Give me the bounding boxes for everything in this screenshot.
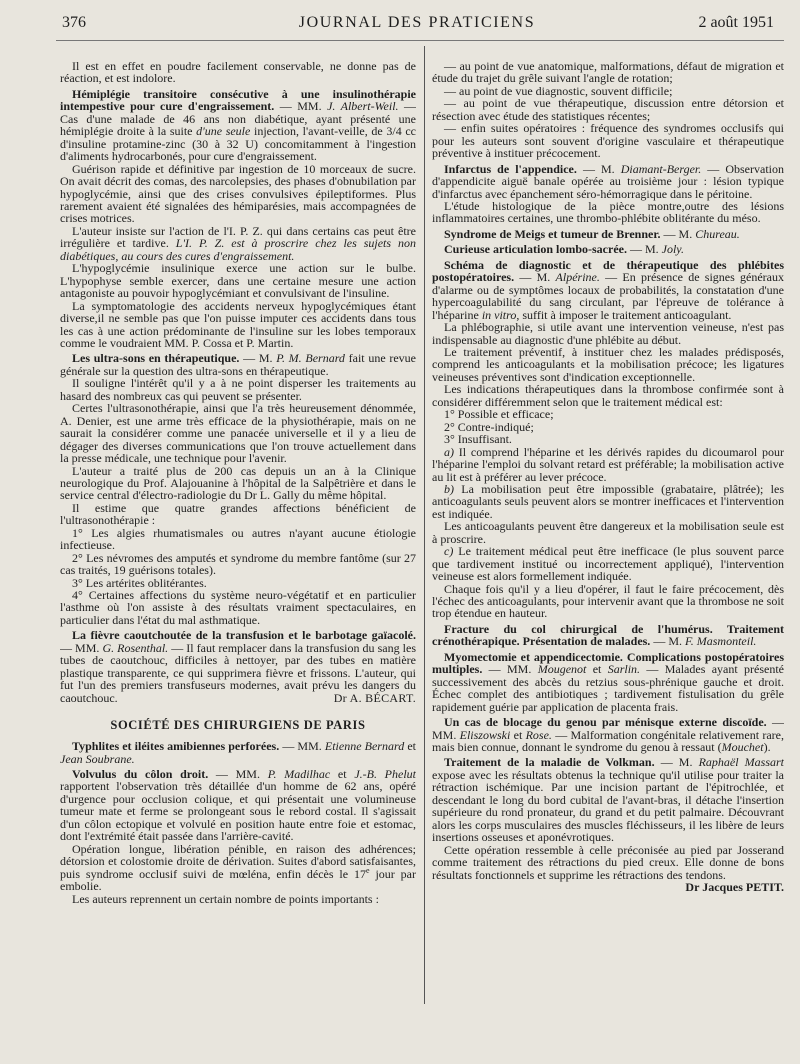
body-text: — M. bbox=[576, 161, 621, 176]
italic-text: Joly. bbox=[661, 242, 684, 257]
body-text: 1° Les algies rhumatismales ou autres n'ayant aucune étiologie infectieuse. bbox=[60, 525, 416, 553]
italic-text: F. Masmonteil. bbox=[684, 634, 757, 649]
article-paragraph bbox=[432, 60, 784, 85]
body-text: Il estime que quatre grandes affections bénéficient de l'ultrasonothérapie : bbox=[60, 500, 416, 528]
body-text: injection, l'avant-veille, de 3/4 cc d'insuline protamine-zinc (30 à 32 U) concomitamment à l'ingestion d'aliments hydrocarbonés, pour cure d'engraissement. bbox=[60, 124, 416, 164]
left-column bbox=[60, 60, 416, 1050]
italic-text: Mougenot bbox=[537, 662, 587, 677]
body-text: L'auteur insiste sur l'action de l'I. P. Z. qui dans certains cas peut être irrégulière et tardive. bbox=[60, 223, 416, 251]
body-text: — M. bbox=[650, 634, 685, 649]
italic-text: Jean Soubrane. bbox=[60, 751, 135, 766]
body-text: Certes l'ultrasonothérapie, ainsi que l'a très heureusement dénommée, A. Denier, est une arme très efficace de la physiothérapie, mais on ne saurait la considérer comme une panacée universelle et il y a lieu de dégager des diverses communications que l'on trouve actuellement dans la presse médicale, une technique pour l'avenir. bbox=[60, 401, 416, 466]
article-paragraph bbox=[60, 768, 416, 843]
body-text: 2° Contre-indiqué; bbox=[444, 419, 534, 434]
body-text: L'étude histologique de la pièce montre,outre des lésions inflammatoires certaines, une thrombo-phlébite oblitérante du méso. bbox=[432, 198, 784, 226]
article-title: Hémiplégie transitoire consécutive à une insulinothérapie intempestive pour cure d'engraissement. bbox=[60, 86, 416, 114]
article-paragraph bbox=[60, 402, 416, 464]
article-title: Les ultra-sons en thérapeutique. bbox=[72, 351, 240, 366]
article-paragraph bbox=[432, 97, 784, 122]
body-text: — Malades ayant présenté successivement des abcès du retzius sous-phrénique gauche et droit. Échec complet des antibiotiques ; tardivement fistulisation du grêle rapidement guérie par application de placenta frais. bbox=[432, 662, 784, 714]
body-text: La symptomatologie des accidents nerveux hypoglycémiques étant diverse,il ne semble pas que l'on puisse imputer ces accidents dans tous les cas à une action prédominante de l'insuline sur les lobes temporaux comme le voudraient MM. P. Cossa et P. Martin. bbox=[60, 298, 416, 350]
article-title: Curieuse articulation lombo-sacrée. bbox=[444, 242, 627, 257]
italic-text: Etienne Bernard bbox=[324, 739, 405, 754]
article-paragraph bbox=[432, 163, 784, 200]
body-text: Il souligne l'intérêt qu'il y a à ne point disperser les traitements au hasard des nombreux cas qui peuvent se présenter. bbox=[60, 376, 416, 403]
italic-text: Raphaël Massart bbox=[698, 755, 784, 770]
article-paragraph bbox=[60, 527, 416, 552]
article-paragraph bbox=[60, 300, 416, 350]
article-title: Schéma de diagnostic et de thérapeutique des phlébites postopératoires. bbox=[432, 257, 784, 285]
body-text: 3° Les artérites oblitérantes. bbox=[72, 575, 207, 590]
body-text: Les indications thérapeutiques dans la thrombose confirmée sont à considérer différemment selon que le traitement médical est: bbox=[432, 382, 784, 409]
body-text: — En présence de signes généraux d'alarme ou de symptômes locaux de probabilités, la constatation d'une hypercoagulabilité du sang circulant, par l'épreuve de tolérance à l'héparine bbox=[432, 270, 784, 322]
body-text: Guérison rapide et définitive par ingestion de 10 morceaux de sucre. On avait décrit des comas, des narcolepsies, des phases d'obnubilation par hypoglycémie, ainsi que des crises convulsives épileptiformes. Plus rarement avaient été signalées des hémiparésies, mais accompagnées de crises motrices. bbox=[60, 161, 416, 226]
body-text: La phlébographie, si utile avant une intervention veineuse, n'est pas indispensable au diagnostic d'une phlébite au début. bbox=[432, 320, 784, 347]
body-text: 3° Insuffisant. bbox=[444, 432, 512, 447]
article-paragraph bbox=[60, 893, 416, 905]
body-text: Le traitement médical peut être inefficace (le plus souvent parce que tardivement institué ou incorrectement appliqué), l'intervention veineuse est alors formellement indiquée. bbox=[432, 544, 784, 584]
article-title: Fracture du col chirurgical de l'humérus. Traitement crénothérapique. Présentation de malades. bbox=[432, 621, 784, 649]
italic-text: Chureau. bbox=[695, 226, 740, 241]
article-paragraph bbox=[432, 346, 784, 383]
body-text: Il comprend l'héparine et les dérivés rapides du dicoumarol pour l'héparine l'emploi du solvant retard est préférable; la mobilisation active au lit est à préférer au lever précoce. bbox=[432, 444, 784, 484]
signature: Dr Jacques PETIT. bbox=[685, 880, 784, 894]
article-paragraph bbox=[60, 629, 416, 704]
article-paragraph bbox=[432, 842, 784, 894]
body-text: — M. bbox=[239, 351, 277, 366]
right-column bbox=[432, 60, 784, 1050]
article-paragraph bbox=[432, 200, 784, 225]
body-text: ). bbox=[763, 740, 771, 755]
body-text: 2° Les névromes des amputés et syndrome du membre fantôme (sur 27 cas traités, 19 guérisons totales). bbox=[60, 550, 416, 578]
article-paragraph bbox=[60, 843, 416, 893]
italic-text: c) bbox=[444, 544, 454, 559]
body-text: — M. bbox=[660, 226, 696, 241]
body-text: expose avec les résultats obtenus la technique qu'il utilise pour traiter la rétraction ischémique. Par une incision partant de l'épitrochlée, et descendant le long du bord cubital de l'avant-bras, il détache l'insertion supérieure du rond pronateur, du grand et du petit palmaire. Découvrant alors les corps musculaires des muscles fléchisseurs, il les libère de leurs insertions osseuses et aponévrotiques. bbox=[432, 767, 784, 845]
italic-text: Alpérine. bbox=[555, 270, 600, 285]
body-text: rapportent l'observation très détaillée d'un homme de 62 ans, opéré d'urgence pour occlusion colique, et qui présentait une volumineuse tumeur mate et ferme se prolongeant sous le rebord costal. Il s'agissait d'un côlon ectopique et volvulé en position haute entre foie et estomac, dont l'extrémité était passée dans l'arrière-cavité. bbox=[60, 779, 416, 844]
article-paragraph bbox=[432, 583, 784, 620]
column-divider bbox=[424, 46, 425, 1004]
article-paragraph bbox=[60, 352, 416, 377]
body-text: — M. bbox=[626, 242, 662, 257]
article-paragraph bbox=[60, 465, 416, 502]
body-text: et bbox=[586, 662, 608, 677]
article-paragraph bbox=[60, 88, 416, 163]
body-text: et bbox=[510, 727, 526, 742]
article-title: Infarctus de l'appendice. bbox=[444, 161, 577, 176]
italic-text: Eliszowski bbox=[459, 727, 511, 742]
italic-text: Sarlin. bbox=[607, 662, 641, 677]
article-paragraph bbox=[432, 228, 784, 240]
body-text: — au point de vue diagnostic, souvent difficile; bbox=[444, 83, 673, 98]
body-text: 1° Possible et efficace; bbox=[444, 407, 554, 422]
body-text: et bbox=[330, 767, 355, 782]
body-text: — MM. bbox=[208, 767, 268, 782]
article-title: La fièvre caoutchoutée de la transfusion et le barbotage gaïacolé. bbox=[72, 628, 416, 643]
article-paragraph bbox=[432, 383, 784, 408]
section-heading-text: SOCIÉTÉ DES CHIRURGIENS DE PARIS bbox=[110, 718, 366, 733]
article-paragraph bbox=[432, 446, 784, 483]
article-title: Volvulus du côlon droit. bbox=[72, 767, 209, 782]
article-paragraph bbox=[432, 651, 784, 713]
article-paragraph bbox=[432, 520, 784, 545]
italic-text: G. Rosenthal. bbox=[102, 640, 169, 655]
body-text: Cette opération ressemble à celle préconisée au pied par Josserand comme traitement des rétractions du pied creux. Elle donne de bons résultats fonctionnels et supprime les rétractions des tendons. bbox=[432, 842, 784, 882]
journal-title: JOURNAL DES PRATICIENS bbox=[298, 14, 536, 31]
body-text: fait une revue générale sur la question des ultra-sons en thérapeutique. bbox=[60, 351, 416, 378]
body-text: La mobilisation peut être impossible (grabataire, plâtrée); les anticoagulants seuls peuvent alors se montrer inefficaces et l'intervention est indiquée. bbox=[432, 481, 784, 521]
italic-text: P. Madilhac bbox=[267, 767, 331, 782]
article-title: Myomectomie et appendicectomie. Complications postopératoires multiples. bbox=[432, 649, 784, 677]
body-text: — M. bbox=[654, 755, 699, 770]
body-text: Opération longue, libération pénible, en raison des adhérences; détorsion et colostomie droite de dérivation. Suites d'abord satisfaisantes, puis syndrome occlusif suivi de mœléna, enfin décès le 17 bbox=[60, 841, 416, 881]
body-text: — M. bbox=[514, 270, 556, 285]
body-text: et bbox=[404, 739, 416, 754]
body-text: — Observation d'appendicite aiguë banale opérée au troisième jour : lésion typique d'infarctus avec épanchement séro-hémorragique dans le péritoine. bbox=[432, 161, 784, 201]
article-paragraph bbox=[432, 716, 784, 753]
article-paragraph bbox=[432, 483, 784, 520]
italic-text: P. M. Bernard bbox=[276, 351, 345, 366]
body-text: — MM. bbox=[482, 662, 538, 677]
article-title: Un cas de blocage du genou par ménisque externe discoïde. bbox=[444, 715, 767, 730]
body-text: — Malformation congénitale relativement rare, mais bien connue, donnant le syndrome du genou à ressaut ( bbox=[432, 727, 784, 755]
italic-text: d'une seule bbox=[196, 124, 251, 139]
body-text: L'hypoglycémie insulinique exerce une action sur le bulbe. L'hypophyse semble exercer, dans une certaine mesure une action antagoniste au pouvoir hypoglycémiant et convulsivant de l'insuline. bbox=[60, 261, 416, 301]
italic-text: J.-B. Phelut bbox=[354, 767, 416, 782]
article-title: Typhlites et iléites amibiennes perforées. bbox=[72, 739, 280, 754]
article-paragraph bbox=[60, 377, 416, 402]
body-text: L'auteur a traité plus de 200 cas depuis un an à la Clinique neurologique du Prof. Alajouanine à l'hôpital de la Salpêtrière et dans le service central d'électro-radiologie du Dr L. Gally du même hôpital. bbox=[60, 463, 416, 503]
italic-text: Rose. bbox=[525, 727, 552, 742]
body-text: — MM. bbox=[432, 715, 784, 742]
article-paragraph bbox=[60, 262, 416, 299]
italic-text: L'I. P. Z. est à proscrire chez les sujets non diabétiques, au cours des cures d'engraissement. bbox=[60, 236, 416, 263]
article-paragraph bbox=[432, 259, 784, 321]
body-text: — MM. bbox=[60, 640, 103, 655]
body-text: — MM. bbox=[279, 739, 325, 754]
body-text: Chaque fois qu'il y a lieu d'opérer, il faut le faire précocement, dès l'échec des anticoagulants, pour intervenir avant que la thrombose ne soit trop étendue en hauteur. bbox=[432, 581, 784, 621]
article-paragraph bbox=[60, 225, 416, 262]
article-paragraph bbox=[60, 502, 416, 527]
body-text: — au point de vue anatomique, malformations, défaut de migration et étude du trajet du grêle suivant l'angle de rotation; bbox=[432, 60, 784, 86]
italic-text: a) bbox=[444, 444, 454, 459]
article-paragraph bbox=[432, 243, 784, 255]
italic-text: Mouchet bbox=[721, 740, 764, 755]
body-text: , suffit à imposer le traitement anticoagulant. bbox=[516, 307, 732, 322]
article-title: Syndrome de Meigs et tumeur de Brenner. bbox=[444, 226, 661, 241]
body-text: 4° Certaines affections du système neuro-végétatif et en particulier l'asthme où l'on assiste à des résultats vraiment spectaculaires, en particulier dans l'état du mal asthmatique. bbox=[60, 588, 416, 627]
body-text: — Cas d'une malade de 46 ans non diabétique, ayant présenté une hémiplégie droite à la suite bbox=[60, 99, 416, 139]
italic-text: Diamant-Berger. bbox=[620, 161, 702, 176]
italic-text: J. Albert-Weil. bbox=[327, 99, 399, 114]
body-text: — au point de vue thérapeutique, discussion entre détorsion et résection avec étude des statistiques récentes; bbox=[432, 96, 784, 123]
article-paragraph bbox=[432, 545, 784, 582]
body-text: Il est en effet en poudre facilement conservable, ne donne pas de réaction, et est indolore. bbox=[60, 60, 416, 86]
header-rule bbox=[56, 40, 784, 41]
body-text: jour par embolie. bbox=[60, 866, 416, 894]
body-text: — Il faut remplacer dans la transfusion du sang les tubes de caoutchouc, difficiles à nettoyer, par des tubes en matière plastique transparente, ce qui supprimera fièvre et frissons. L'auteur, qui fut l'un des premiers transfuseurs modernes, avait prévu les dangers du caoutchouc. bbox=[60, 640, 416, 705]
article-paragraph bbox=[432, 756, 784, 843]
article-paragraph bbox=[60, 589, 416, 626]
superscript: e bbox=[366, 865, 370, 875]
body-text: Le traitement préventif, à instituer chez les malades prédisposés, comprend les anticoagulants et la mobilisation précoce; les ligatures veineuses préventives sont d'indication exceptionnelle. bbox=[432, 344, 784, 384]
article-paragraph bbox=[432, 623, 784, 648]
section-heading bbox=[60, 718, 416, 732]
page-header bbox=[60, 14, 774, 36]
article-paragraph bbox=[432, 122, 784, 159]
body-text: — MM. bbox=[274, 99, 328, 114]
body-text: Les anticoagulants peuvent être dangereux et la mobilisation seule est à proscrire. bbox=[432, 519, 784, 546]
italic-text: b) bbox=[444, 481, 454, 496]
article-paragraph bbox=[60, 60, 416, 85]
issue-date: 2 août 1951 bbox=[698, 14, 774, 31]
page-number: 376 bbox=[62, 14, 86, 31]
article-paragraph bbox=[432, 321, 784, 346]
article-paragraph bbox=[60, 740, 416, 765]
body-text: — enfin suites opératoires : fréquence des syndromes occlusifs qui pour les auteurs sont souvent d'origine vasculaire et thérapeutique préventive à instituer précocement. bbox=[432, 121, 784, 161]
article-paragraph bbox=[60, 163, 416, 225]
article-paragraph bbox=[60, 552, 416, 577]
body-text: Les auteurs reprennent un certain nombre de points importants : bbox=[72, 891, 379, 906]
signature: Dr A. BÉCART. bbox=[333, 690, 416, 705]
italic-text: in vitro bbox=[481, 307, 517, 322]
article-title: Traitement de la maladie de Volkman. bbox=[444, 755, 655, 770]
